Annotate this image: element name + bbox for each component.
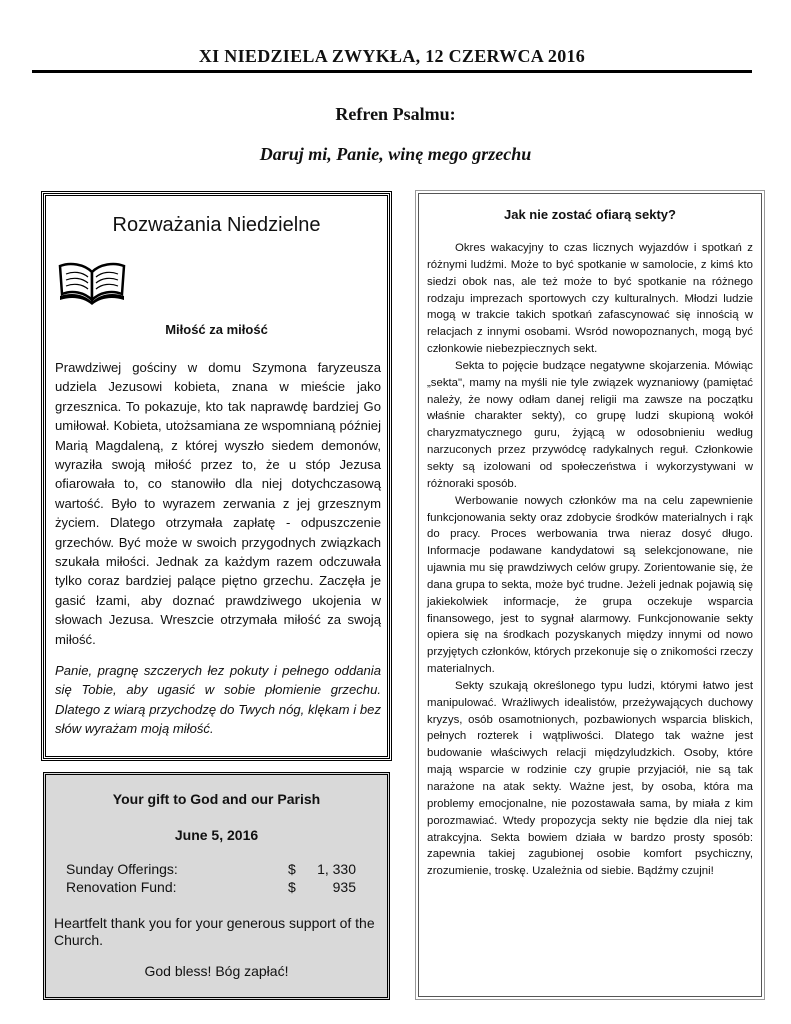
sect-paragraph: Sekty szukają określonego typu ludzi, którymi łatwo jest manipulować. Wrażliwych idealistów, przeżywających duchowy kryzys, osób osamotnionych, pozbawionych wsparcia bliskich, pełnych rozterek i wątpliwości. Dlatego tak ważne jest budowanie właściwych relacji międzyludzkich. Osoby, które mają wsparcie w rodzinie czy grupie przyjaciół, nie są tak narażone na atak sekty. Ważne jest, by osoba, która ma problemy emocjonalne, nie pozostawała sama, by miała z kim porozmawiać. Wtedy propozycja sekty nie będzie dla niej tak atrakcyjna. Sekta bowiem działa w bardzo prosty sposób: zapewnia takiej zagubionej osobie komfort psychiczny, zrozumienie, troskę. Uzależnia od siebie. Bądźmy czujni! xyxy=(427,679,753,878)
gift-blessing: God bless! Bóg zapłać! xyxy=(144,963,289,979)
open-book-icon xyxy=(56,258,128,306)
gift-date: June 5, 2016 xyxy=(174,827,259,843)
sect-heading: Jak nie zostać ofiarą sekty? xyxy=(504,207,676,222)
gift-box xyxy=(43,772,390,1000)
reflection-body: Prawdziwej gościny w domu Szymona faryzeusza udziela Jezusowi kobieta, znana w mieście jako grzesznica. To pokazuje, kto tak naprawdę bardziej Go umiłował. Kobieta, utożsamiana ze wspomnianą później Marią Magdaleną, z której wyszło siedem demonów, wyraziła swoją miłość przez to, że u stóp Jezusa ofiarowała to, co stanowiło dla niej dotychczasową wartość. Było to wyrazem zerwania z jej grzesznym życiem. Dlatego otrzymała zapłatę - odpuszczenie grzechów. Być może w swoich przygodnych związkach szukała miłości. Jednak za każdym razem odczuwała tylko coraz bardziej palące piętno grzechu. Zaczęła je gasić łzami, aby doznać prawdziwego ukojenia w słowach Jezusa. Wreszcie otrzymała miłość za swoją miłość. xyxy=(55,360,381,647)
sect-article-box xyxy=(418,193,762,997)
page-header-title: XI NIEDZIELA ZWYKŁA, 12 CZERWCA 2016 xyxy=(198,46,586,66)
psalm-refrain: Daruj mi, Panie, winę mego grzechu xyxy=(259,144,532,164)
reflection-subtitle: Miłość za miłość xyxy=(165,322,268,337)
gift-thanks: Heartfelt thank you for your generous support of the Church. xyxy=(54,915,375,948)
sect-paragraph: Werbowanie nowych członków ma na celu zapewnienie funkcjonowania sekty oraz zdobycie środków materialnych i rąk do pracy. Proces werbowania trwa nieraz dosyć długo. Informacje podawane kandydatowi są selekcjonowane, nie ujawnia mu się prawdziwych celów grupy. Zorientowanie się, że dana grupa to sekta, może być trudne. Jeżeli jednak pojawią się jakiekolwiek informacje, że grupa oczekuje wsparcia finansowego, jest to sygnał alarmowy. Funkcjonowanie sekty opiera się na środkach pozyskanych między innymi od nowo przyjętych członków, których przekonuje się o znikomości rzeczy materialnych. xyxy=(427,494,753,676)
gift-row-currency: $ xyxy=(288,879,296,895)
psalm-label: Refren Psalmu: xyxy=(335,104,456,124)
reflection-heading: Rozważania Niedzielne xyxy=(112,214,321,236)
reflection-prayer: Panie, pragnę szczerych łez pokuty i pełnego oddania się Tobie, aby ugasić w sobie płomienie grzechu. Dlatego z wiarą przychodzę do Twych nóg, klękam i bez słów wyrażam moją miłość. xyxy=(55,663,381,737)
reflection-box xyxy=(43,193,390,759)
gift-title: Your gift to God and our Parish xyxy=(112,791,321,807)
gift-row-amount: 1, 330 xyxy=(317,861,356,877)
header-rule xyxy=(32,70,752,73)
gift-row-label: Renovation Fund: xyxy=(66,879,177,895)
gift-row-amount: 935 xyxy=(332,879,356,895)
sect-paragraph: Okres wakacyjny to czas licznych wyjazdów i spotkań z różnymi ludźmi. Może to być spotkanie w samolocie, z kimś kto siedzi obok nas, ale też może to być spotkanie na różnego rodzaju imprezach sportowych czy kulturalnych. Młodzi ludzie mogą w trakcie takich spotkań zafascynować się innością w relacjach z innymi osobami. Wsród nowopoznanych, mogą być członkowie niebezpiecznych sekt. xyxy=(427,242,753,356)
gift-row-label: Sunday Offerings: xyxy=(66,861,178,877)
sect-body xyxy=(427,240,753,880)
sect-paragraph: Sekta to pojęcie budzące negatywne skojarzenia. Mówiąc „sekta", mamy na myśli nie tyle związek wyznaniowy (pamiętać należy, że nowy odłam danej religii ma zawsze na początku właśnie charakter sekty), co grupę ludzi skupioną wokół charyzmatycznego guru, żyjącą w odosobnieniu według narzuconych przez przywódcę radykalnych reguł. Członkowie sekty są izolowani od społeczeństwa i wykorzystywani w różnoraki sposób. xyxy=(427,359,753,490)
gift-row-renovation xyxy=(66,879,356,897)
gift-row-currency: $ xyxy=(288,861,296,877)
gift-row-sunday xyxy=(66,861,356,879)
